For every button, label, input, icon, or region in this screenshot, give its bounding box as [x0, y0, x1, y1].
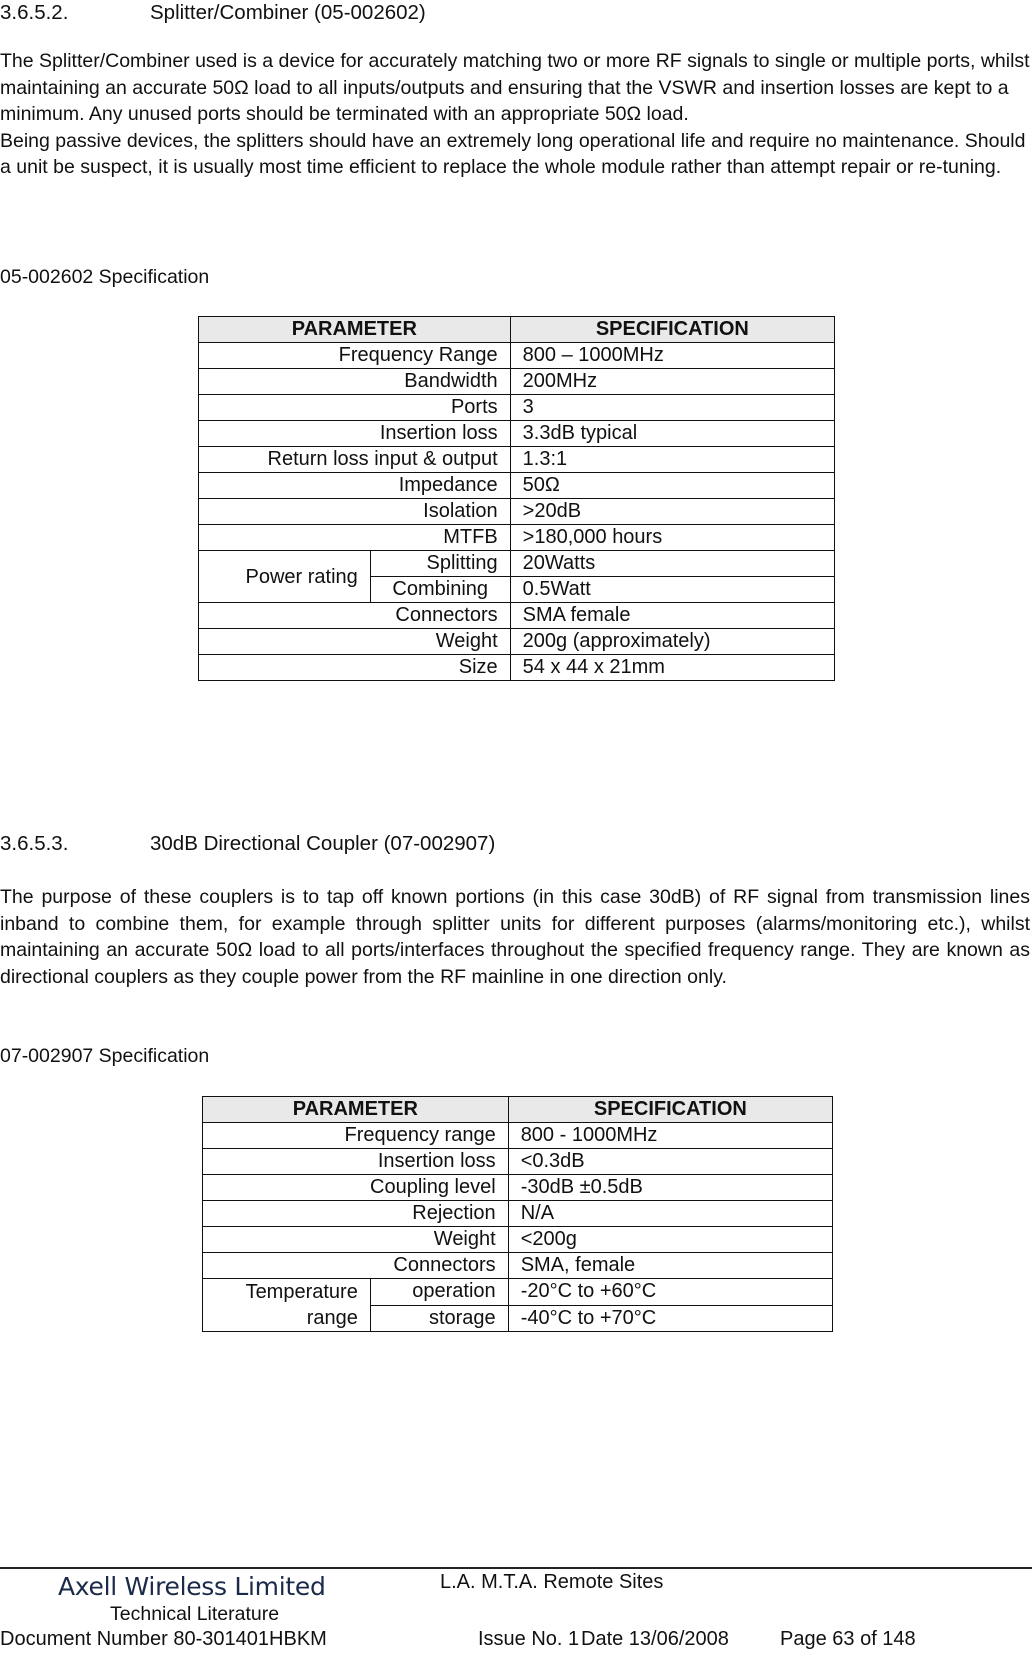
param-cell: Weight — [203, 1227, 509, 1253]
table-row — [199, 551, 835, 577]
table-row — [199, 395, 835, 421]
table-row — [199, 343, 835, 369]
value-cell: 50Ω — [510, 473, 834, 499]
table-row — [203, 1123, 833, 1149]
paragraph: Being passive devices, the splitters should have an extremely long operational life and require no maintenance. Should a unit be suspect, it is usually most time efficient to replace the whole module rather than attempt repair or re-tuning. — [0, 129, 1026, 178]
param-cell: MTFB — [199, 525, 511, 551]
section-heading-splitter — [0, 0, 426, 26]
value-cell: N/A — [508, 1201, 832, 1227]
param-cell: Frequency Range — [199, 343, 511, 369]
coupler-spec-table — [202, 1096, 833, 1332]
value-cell: >180,000 hours — [510, 525, 834, 551]
splitter-description — [0, 48, 1030, 181]
param-cell: Coupling level — [203, 1175, 509, 1201]
value-cell: <0.3dB — [508, 1149, 832, 1175]
section-number: 3.6.5.2. — [0, 1, 69, 24]
value-cell: 800 - 1000MHz — [508, 1123, 832, 1149]
value-cell: 54 x 44 x 21mm — [510, 655, 834, 681]
table-row — [199, 655, 835, 681]
param-cell: Return loss input & output — [199, 447, 511, 473]
table-row — [199, 603, 835, 629]
group-label-temperature-range — [203, 1279, 371, 1332]
param-cell: operation — [370, 1279, 508, 1306]
param-cell: Size — [199, 655, 511, 681]
value-cell: <200g — [508, 1227, 832, 1253]
table-header-row — [203, 1097, 833, 1123]
section-heading-coupler — [0, 831, 495, 857]
table-row — [199, 473, 835, 499]
spec-label: 07-002907 Specification — [0, 1045, 210, 1067]
value-cell: 3.3dB typical — [510, 421, 834, 447]
table-row — [199, 525, 835, 551]
param-cell: Connectors — [199, 603, 511, 629]
section-number: 3.6.5.3. — [0, 832, 69, 855]
param-cell: Insertion loss — [203, 1149, 509, 1175]
param-cell: Insertion loss — [199, 421, 511, 447]
table-row — [199, 369, 835, 395]
value-cell: -30dB ±0.5dB — [508, 1175, 832, 1201]
group-label-power-rating: Power rating — [199, 551, 371, 603]
table-row — [203, 1279, 833, 1306]
table-row — [199, 629, 835, 655]
page-footer — [0, 1570, 1032, 1657]
table-row — [199, 499, 835, 525]
table-row — [203, 1227, 833, 1253]
value-cell: SMA female — [510, 603, 834, 629]
table-row — [203, 1149, 833, 1175]
param-cell: Connectors — [203, 1253, 509, 1279]
paragraph: The Splitter/Combiner used is a device for accurately matching two or more RF signals to single or multiple ports, whilst maintaining an accurate 50Ω load to all inputs/outputs and ensuring that the VSWR and insertion losses are kept to a minimum. Any unused ports should be terminated with an appropriate 50Ω load. — [0, 50, 1030, 125]
issue-date: Date 13/06/2008 — [581, 1628, 729, 1650]
value-cell: 20Watts — [510, 551, 834, 577]
document-number: Document Number 80-301401HBKM — [0, 1628, 327, 1650]
value-cell: 800 – 1000MHz — [510, 343, 834, 369]
table-row — [203, 1253, 833, 1279]
table-row — [199, 421, 835, 447]
value-cell: 200MHz — [510, 369, 834, 395]
header-parameter: PARAMETER — [203, 1097, 509, 1123]
footer-divider — [0, 1567, 1032, 1569]
table-header-row — [199, 317, 835, 343]
section-title: Splitter/Combiner (05-002602) — [150, 1, 426, 24]
param-cell: Rejection — [203, 1201, 509, 1227]
param-cell: Weight — [199, 629, 511, 655]
param-cell: Impedance — [199, 473, 511, 499]
header-parameter: PARAMETER — [199, 317, 511, 343]
value-cell: -40°C to +70°C — [508, 1305, 832, 1332]
company-name: Axell Wireless Limited — [58, 1572, 326, 1601]
value-cell: >20dB — [510, 499, 834, 525]
header-specification: SPECIFICATION — [510, 317, 834, 343]
param-cell: Isolation — [199, 499, 511, 525]
issue-number: Issue No. 1 — [478, 1628, 580, 1650]
param-cell: Frequency range — [203, 1123, 509, 1149]
table-row — [199, 447, 835, 473]
site-name: L.A. M.T.A. Remote Sites — [440, 1571, 664, 1593]
value-cell: 200g (approximately) — [510, 629, 834, 655]
paragraph: The purpose of these couplers is to tap off known portions (in this case 30dB) of RF signal from transmission lines inband to combine them, for example through splitter units for different purposes (alarms/monitoring etc.), whilst maintaining an accurate 50Ω load to all ports/interfaces throughout the specified frequency range. They are known as directional couplers as they couple power from the RF mainline in one direction only. — [0, 886, 1030, 988]
param-cell: Bandwidth — [199, 369, 511, 395]
value-cell: 0.5Watt — [510, 577, 834, 603]
splitter-spec-table — [198, 316, 835, 681]
table-row — [203, 1201, 833, 1227]
table-row — [203, 1175, 833, 1201]
param-cell: Ports — [199, 395, 511, 421]
page-number: Page 63 of 148 — [780, 1628, 916, 1650]
value-cell: -20°C to +60°C — [508, 1279, 832, 1306]
coupler-description — [0, 884, 1030, 990]
section-title: 30dB Directional Coupler (07-002907) — [150, 832, 496, 855]
value-cell: 1.3:1 — [510, 447, 834, 473]
value-cell: SMA, female — [508, 1253, 832, 1279]
spec-label: 05-002602 Specification — [0, 266, 210, 288]
group-label-line: Temperature — [245, 1281, 358, 1303]
literature-label: Technical Literature — [110, 1603, 280, 1625]
header-specification: SPECIFICATION — [508, 1097, 832, 1123]
value-cell: 3 — [510, 395, 834, 421]
param-cell: storage — [370, 1305, 508, 1332]
group-label-line: range — [306, 1307, 358, 1329]
param-cell: Combining — [370, 577, 510, 603]
param-cell: Splitting — [370, 551, 510, 577]
